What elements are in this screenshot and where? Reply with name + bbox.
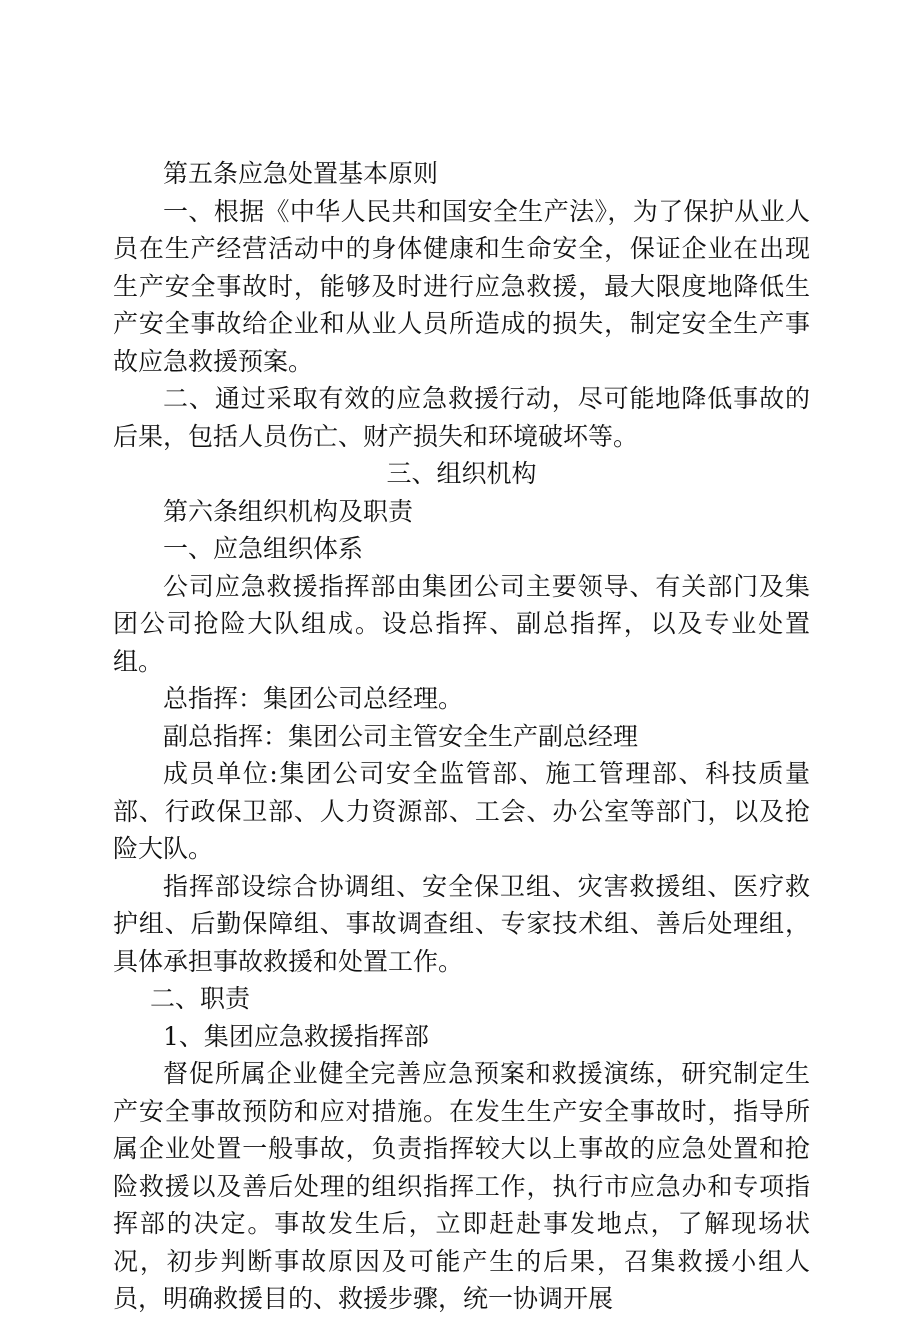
article-6-subheading-2-1: 1、集团应急救援指挥部: [163, 1021, 429, 1051]
article-6-working-groups: 指挥部设综合协调组、安全保卫组、灾害救援组、医疗救护组、后勤保障组、事故调查组、专家技术组、善后处理组，具体承担事故救援和处置工作。: [113, 871, 810, 976]
document-body: [113, 155, 810, 1318]
article-5-title: 第五条应急处置基本原则: [163, 159, 439, 188]
section-3-heading: 三、组织机构: [386, 459, 537, 488]
article-5-item-1: 一、根据《中华人民共和国安全生产法》，为了保护从业人员在生产经营活动中的身体健康和生命安全，保证企业在出现生产安全事故时，能够及时进行应急救援，最大限度地降低生产安全事故给企业和从业人员所造成的损失，制定安全生产事故应急救援预案。: [113, 196, 810, 376]
article-6-org-description: 公司应急救援指挥部由集团公司主要领导、有关部门及集团公司抢险大队组成。设总指挥、副总指挥，以及专业处置组。: [113, 571, 810, 676]
article-6-member-units: 成员单位:集团公司安全监管部、施工管理部、科技质量部、行政保卫部、人力资源部、工会、办公室等部门，以及抢险大队。: [113, 759, 810, 863]
article-5-item-2: 二、通过采取有效的应急救援行动，尽可能地降低事故的后果，包括人员伤亡、财产损失和环境破坏等。: [113, 384, 810, 451]
article-6-duty-description: 督促所属企业健全完善应急预案和救援演练，研究制定生产安全事故预防和应对措施。在发生生产安全事故时，指导所属企业处置一般事故，负责指挥较大以上事故的应急处置和抢险救援以及善后处理的组织指挥工作，执行市应急办和专项指挥部的决定。事故发生后，立即赶赴事发地点，了解现场状况，初步判断事故原因及可能产生的后果，召集救援小组人员，明确救援目的、救援步骤，统一协调开展: [113, 1059, 810, 1313]
article-6-deputy-commander: 副总指挥：集团公司主管安全生产副总经理: [163, 721, 639, 751]
article-6-subheading-1: 一、应急组织体系: [163, 534, 364, 563]
article-6-commander: 总指挥：集团公司总经理。: [163, 684, 464, 713]
article-6-title: 第六条组织机构及职责: [163, 496, 414, 526]
article-6-subheading-2: 二、职责: [150, 984, 251, 1013]
